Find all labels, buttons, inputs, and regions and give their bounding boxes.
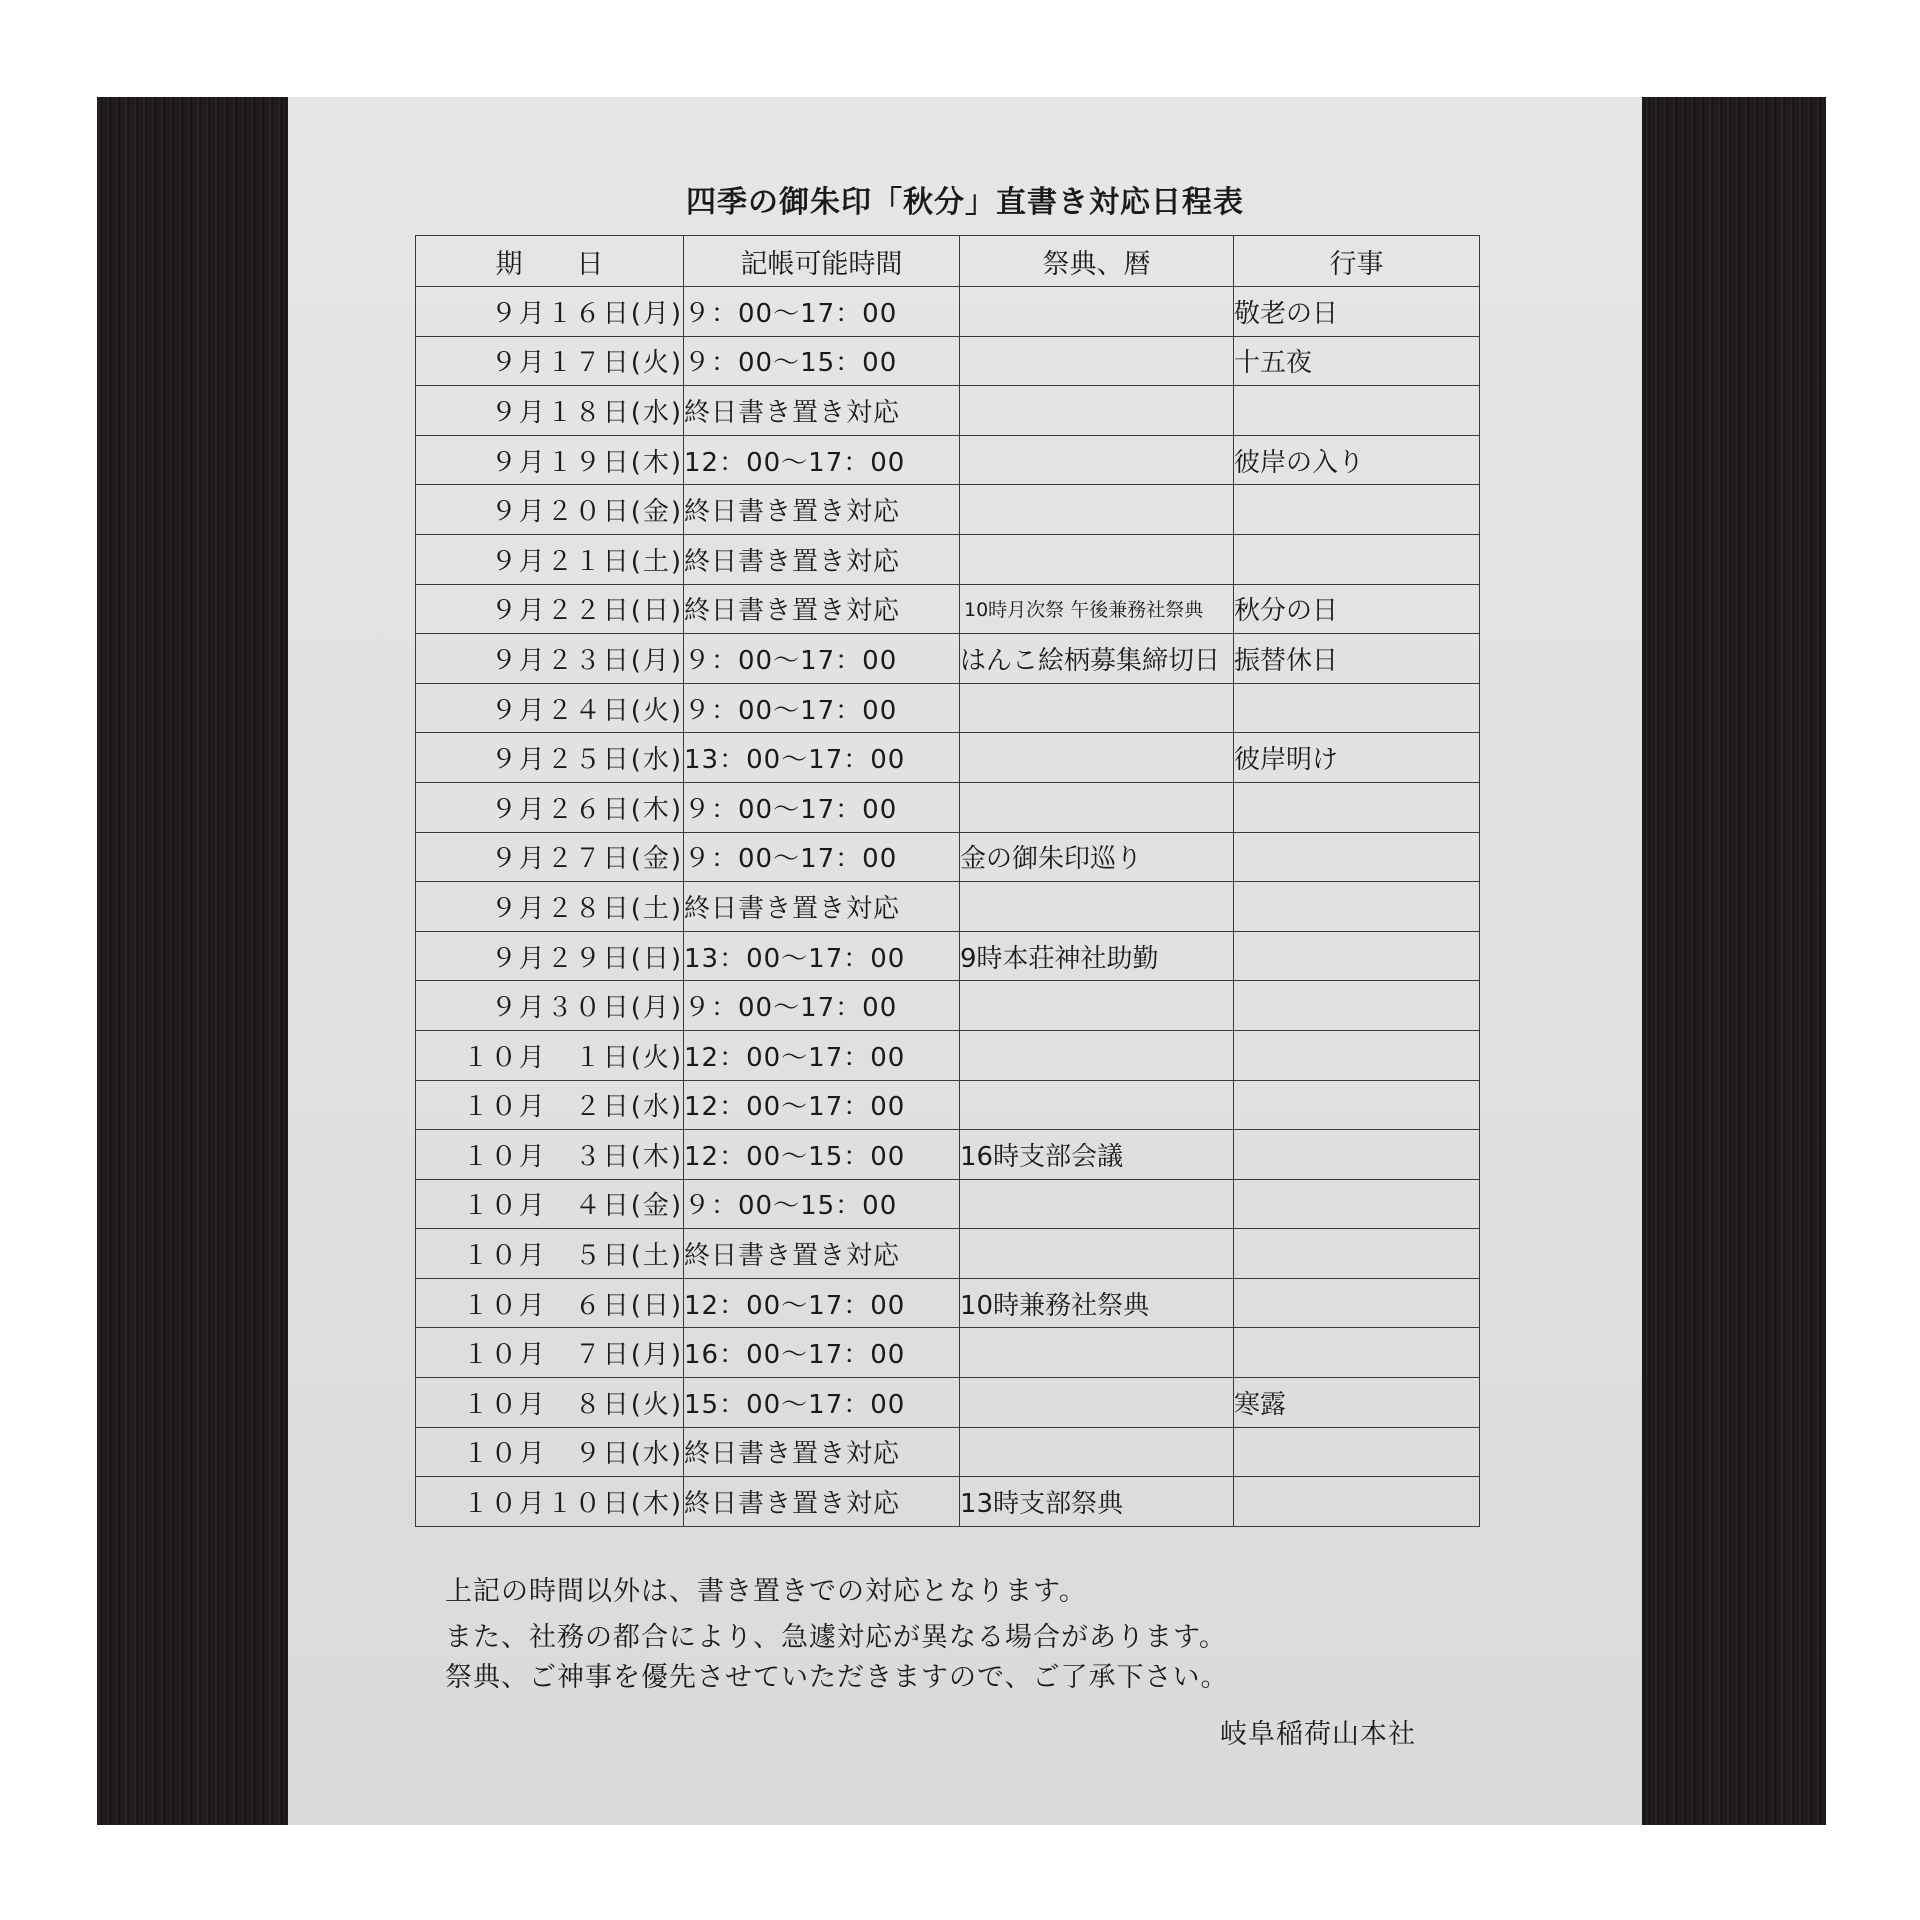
row-festival — [960, 1030, 1234, 1080]
row-festival — [960, 336, 1234, 386]
row-time: 終日書き置き対応 — [684, 386, 960, 436]
row-date: １０月 ７日(月) — [416, 1328, 684, 1378]
row-time: 終日書き置き対応 — [684, 882, 960, 932]
row-time: 終日書き置き対応 — [684, 584, 960, 634]
row-time: 13：00～17：00 — [684, 931, 960, 981]
row-time: 12：00～17：00 — [684, 1080, 960, 1130]
notes — [445, 1572, 1505, 1698]
row-festival — [960, 386, 1234, 436]
row-date: １０月 ６日(日) — [416, 1278, 684, 1328]
table-row — [416, 1477, 1480, 1527]
row-event — [1234, 1130, 1480, 1180]
table-header-row — [416, 236, 1480, 287]
row-time: 12：00～17：00 — [684, 435, 960, 485]
note-line: また、社務の都合により、急遽対応が異なる場合があります。 — [445, 1622, 1227, 1653]
row-festival — [960, 435, 1234, 485]
table-row — [416, 1328, 1480, 1378]
row-date: ９月２０日(金) — [416, 485, 684, 535]
table-row — [416, 782, 1480, 832]
row-time: 12：00～17：00 — [684, 1030, 960, 1080]
row-event: 彼岸明け — [1234, 733, 1480, 783]
row-date: １０月 ８日(火) — [416, 1378, 684, 1428]
row-festival — [960, 981, 1234, 1031]
row-time: ９：00～17：00 — [684, 981, 960, 1031]
row-time: 終日書き置き対応 — [684, 485, 960, 535]
row-date: １０月 ３日(木) — [416, 1130, 684, 1180]
row-time: 16：00～17：00 — [684, 1328, 960, 1378]
row-event: 敬老の日 — [1234, 287, 1480, 337]
row-time: ９：00～15：00 — [684, 336, 960, 386]
row-festival — [960, 683, 1234, 733]
note-line: 祭典、ご神事を優先させていただきますので、ご了承下さい。 — [445, 1662, 1229, 1693]
row-date: １０月 ５日(土) — [416, 1229, 684, 1279]
row-date: ９月２８日(土) — [416, 882, 684, 932]
row-festival: 16時支部会議 — [960, 1130, 1234, 1180]
row-date: ９月２７日(金) — [416, 832, 684, 882]
schedule-sheet — [288, 97, 1642, 1825]
table-row — [416, 733, 1480, 783]
row-festival — [960, 782, 1234, 832]
row-event: 十五夜 — [1234, 336, 1480, 386]
row-event: 彼岸の入り — [1234, 435, 1480, 485]
row-time: 15：00～17：00 — [684, 1378, 960, 1428]
row-date: ９月１７日(火) — [416, 336, 684, 386]
schedule-table — [415, 235, 1480, 1527]
row-festival: 10時月次祭 午後兼務社祭典 — [960, 584, 1234, 634]
note-line: 上記の時間以外は、書き置きでの対応となります。 — [445, 1576, 1087, 1607]
row-date: ９月１８日(水) — [416, 386, 684, 436]
row-event — [1234, 386, 1480, 436]
row-date: ９月２１日(土) — [416, 534, 684, 584]
header-date: 期 日 — [416, 236, 684, 287]
page-title: 四季の御朱印「秋分」直書き対応日程表 — [686, 185, 1244, 220]
row-event — [1234, 1229, 1480, 1279]
row-date: １０月 １日(火) — [416, 1030, 684, 1080]
table-row — [416, 1427, 1480, 1477]
row-event — [1234, 1030, 1480, 1080]
header-event: 行事 — [1234, 236, 1480, 287]
row-time: 終日書き置き対応 — [684, 1427, 960, 1477]
row-date: ９月２９日(日) — [416, 931, 684, 981]
row-festival — [960, 1328, 1234, 1378]
row-event — [1234, 931, 1480, 981]
row-time: 12：00～15：00 — [684, 1130, 960, 1180]
row-date: １０月 ９日(水) — [416, 1427, 684, 1477]
row-festival: 9時本荘神社助勤 — [960, 931, 1234, 981]
row-festival — [960, 1179, 1234, 1229]
row-festival: 13時支部祭典 — [960, 1477, 1234, 1527]
row-event — [1234, 1080, 1480, 1130]
signature: 岐阜稲荷山本社 — [1220, 1719, 1416, 1750]
row-festival — [960, 882, 1234, 932]
table-row — [416, 1278, 1480, 1328]
row-time: ９：00～17：00 — [684, 634, 960, 684]
table-row — [416, 435, 1480, 485]
row-festival — [960, 1229, 1234, 1279]
row-event — [1234, 882, 1480, 932]
table-row — [416, 485, 1480, 535]
row-event — [1234, 1278, 1480, 1328]
row-event — [1234, 485, 1480, 535]
header-festival: 祭典、暦 — [960, 236, 1234, 287]
table-row — [416, 981, 1480, 1031]
table-row — [416, 634, 1480, 684]
row-festival — [960, 287, 1234, 337]
row-event: 振替休日 — [1234, 634, 1480, 684]
row-time: 終日書き置き対応 — [684, 1229, 960, 1279]
row-date: ９月２５日(水) — [416, 733, 684, 783]
row-time: ９：00～17：00 — [684, 832, 960, 882]
header-time: 記帳可能時間 — [684, 236, 960, 287]
row-festival — [960, 485, 1234, 535]
row-time: ９：00～17：00 — [684, 782, 960, 832]
row-event — [1234, 782, 1480, 832]
row-festival — [960, 1080, 1234, 1130]
table-row — [416, 882, 1480, 932]
row-event — [1234, 1179, 1480, 1229]
table-row — [416, 683, 1480, 733]
row-festival — [960, 1427, 1234, 1477]
row-festival: 金の御朱印巡り — [960, 832, 1234, 882]
row-time: 終日書き置き対応 — [684, 534, 960, 584]
table-row — [416, 336, 1480, 386]
table-row — [416, 931, 1480, 981]
row-festival — [960, 534, 1234, 584]
row-time: ９：00～17：00 — [684, 287, 960, 337]
row-time: 13：00～17：00 — [684, 733, 960, 783]
row-event — [1234, 1477, 1480, 1527]
row-date: ９月２２日(日) — [416, 584, 684, 634]
table-row — [416, 287, 1480, 337]
row-date: ９月１６日(月) — [416, 287, 684, 337]
table-row — [416, 1080, 1480, 1130]
row-date: ９月２３日(月) — [416, 634, 684, 684]
table-row — [416, 1378, 1480, 1428]
row-time: ９：00～15：00 — [684, 1179, 960, 1229]
table-row — [416, 386, 1480, 436]
row-date: １０月 ４日(金) — [416, 1179, 684, 1229]
row-time: 終日書き置き対応 — [684, 1477, 960, 1527]
table-row — [416, 584, 1480, 634]
row-date: ９月２６日(木) — [416, 782, 684, 832]
table-row — [416, 534, 1480, 584]
row-festival: はんこ絵柄募集締切日 — [960, 634, 1234, 684]
row-date: ９月３０日(月) — [416, 981, 684, 1031]
row-date: １０月 ２日(水) — [416, 1080, 684, 1130]
row-event: 秋分の日 — [1234, 584, 1480, 634]
row-event — [1234, 832, 1480, 882]
table-row — [416, 1229, 1480, 1279]
table-row — [416, 1179, 1480, 1229]
row-event — [1234, 534, 1480, 584]
row-festival — [960, 733, 1234, 783]
row-time: ９：00～17：00 — [684, 683, 960, 733]
row-date: １０月１０日(木) — [416, 1477, 684, 1527]
row-event — [1234, 1328, 1480, 1378]
row-time: 12：00～17：00 — [684, 1278, 960, 1328]
row-date: ９月１９日(木) — [416, 435, 684, 485]
row-festival: 10時兼務社祭典 — [960, 1278, 1234, 1328]
row-event — [1234, 1427, 1480, 1477]
table-row — [416, 1130, 1480, 1180]
row-event — [1234, 981, 1480, 1031]
photo-background — [97, 97, 1826, 1825]
row-date: ９月２４日(火) — [416, 683, 684, 733]
table-row — [416, 1030, 1480, 1080]
table-row — [416, 832, 1480, 882]
row-event — [1234, 683, 1480, 733]
row-festival — [960, 1378, 1234, 1428]
row-event: 寒露 — [1234, 1378, 1480, 1428]
